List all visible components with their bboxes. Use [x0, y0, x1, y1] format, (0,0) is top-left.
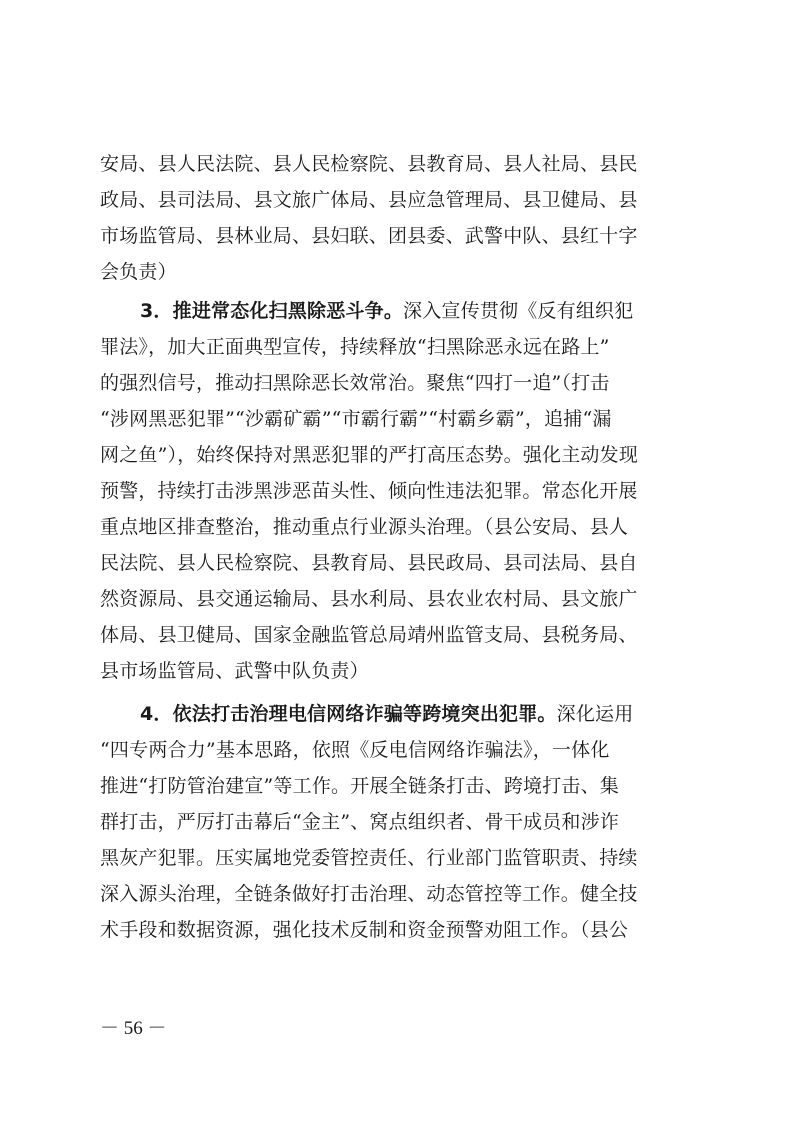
text-line: 网之鱼”），始终保持对黑恶犯罪的严打高压态势。强化主动发现 [100, 444, 639, 466]
text-line: 深入源头治理，全链条做好打击治理、动态管控等工作。健全技 [100, 883, 638, 905]
text-line: 预警，持续打击涉黑涉恶苗头性、倾向性违法犯罪。常态化开展 [100, 480, 638, 502]
text-line: 体局、县卫健局、国家金融监管总局靖州监管支局、县税务局、 [100, 624, 638, 646]
text-line: 的强烈信号，推动扫黑除恶长效常治。聚焦“四打一追”（打击 [100, 372, 610, 394]
text-line: 推进“打防管治建宣”等工作。开展全链条打击、跨境打击、集 [100, 775, 620, 797]
text-line: 群打击，严厉打击幕后“金主”、窝点组织者、骨干成员和涉诈 [100, 811, 620, 833]
text-line: 政局、县司法局、县文旅广体局、县应急管理局、县卫健局、县 [100, 189, 638, 211]
text-line: 黑灰产犯罪。压实属地党委管控责任、行业部门监管职责、持续 [100, 847, 638, 869]
text-line: 然资源局、县交通运输局、县水利局、县农业农村局、县文旅广 [100, 588, 638, 610]
paragraph-first-line [140, 700, 700, 728]
text-line: 重点地区排查整治，推动重点行业源头治理。（县公安局、县人 [100, 516, 629, 538]
text-span: 深入宣传贯彻《反有组织犯 [403, 300, 634, 322]
text-line: “四专两合力”基本思路，依照《反电信网络诈骗法》，一体化 [100, 739, 610, 761]
text-line: 会负责） [100, 261, 177, 283]
text-line: 罪法》，加大正面典型宣传，持续释放“扫黑除恶永远在路上” [100, 336, 610, 358]
text-line: 市场监管局、县林业局、县妇联、团县委、武警中队、县红十字 [100, 225, 638, 247]
text-line: 术手段和数据资源，强化技术反制和资金预警劝阻工作。（县公 [100, 919, 629, 941]
text-line: “涉网黑恶犯罪”“沙霸矿霸”“市霸行霸”“村霸乡霸”，追捕“漏 [100, 408, 612, 430]
text-line: 县市场监管局、武警中队负责） [100, 660, 369, 682]
text-span: 深化运用 [556, 703, 634, 725]
text-line: 民法院、县人民检察院、县教育局、县民政局、县司法局、县自 [100, 552, 638, 574]
section-heading: 3．推进常态化扫黑除恶斗争。 [140, 300, 404, 322]
page-number: － 56 － [100, 1018, 167, 1039]
text-line: 安局、县人民法院、县人民检察院、县教育局、县人社局、县民 [100, 153, 638, 175]
section-heading: 4．依法打击治理电信网络诈骗等跨境突出犯罪。 [140, 703, 557, 725]
paragraph-first-line [140, 297, 700, 325]
